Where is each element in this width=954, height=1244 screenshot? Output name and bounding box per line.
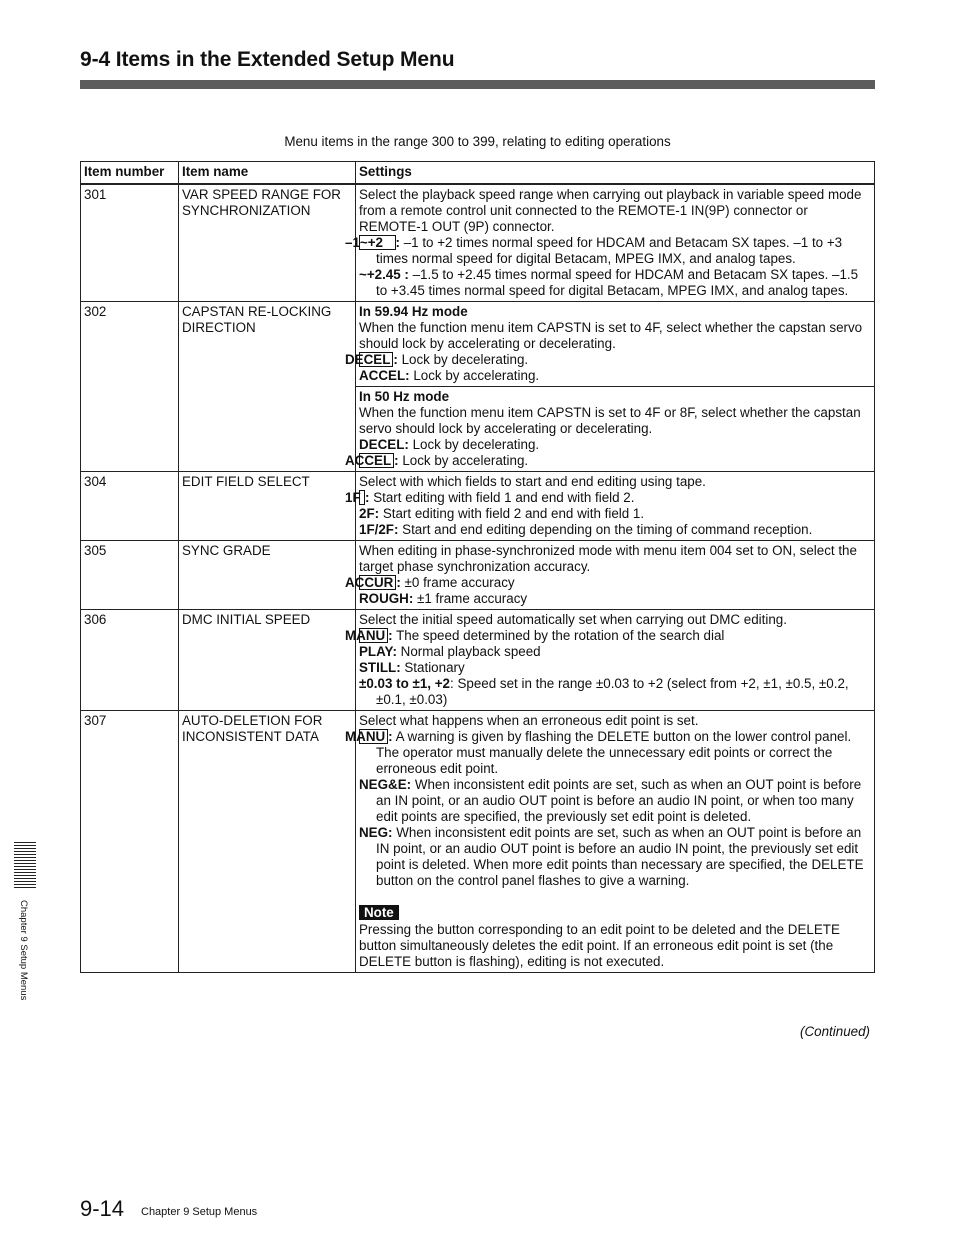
side-chapter-label: Chapter 9 Setup Menus bbox=[18, 900, 29, 1001]
option-key: ~+2.45 : bbox=[359, 267, 409, 282]
chapter-thumb-tab bbox=[14, 842, 36, 888]
settings-intro: When editing in phase-synchronized mode with menu item 004 set to ON, select the target phase synchronization accuracy. bbox=[359, 543, 857, 574]
option-text: Start editing with field 2 and end with field 1. bbox=[379, 506, 645, 521]
option-text: Stationary bbox=[400, 660, 465, 675]
item-name: VAR SPEED RANGE FOR SYNCHRONIZATION bbox=[179, 184, 356, 302]
default-option-key: MANU bbox=[359, 628, 388, 643]
option-text: A warning is given by flashing the DELETE button on the lower control panel. bbox=[392, 729, 852, 744]
option-key: NEG: bbox=[359, 825, 393, 840]
item-name: AUTO-DELETION FOR INCONSISTENT DATA bbox=[179, 711, 356, 973]
item-number: 306 bbox=[81, 610, 179, 711]
table-row bbox=[81, 610, 875, 711]
mode-heading: In 50 Hz mode bbox=[359, 389, 450, 404]
option-text: Lock by accelerating. bbox=[398, 453, 529, 468]
item-number: 305 bbox=[81, 541, 179, 610]
setting-option bbox=[359, 591, 871, 607]
table-header-row bbox=[81, 162, 875, 185]
settings-cell bbox=[345, 387, 875, 472]
item-number: 307 bbox=[81, 711, 179, 973]
option-text: –1 to +2 times normal speed for HDCAM and Betacam SX tapes. –1 to +3 times normal speed for digital Betacam, MPEG IMX, and analog tapes. bbox=[376, 235, 843, 266]
default-option-key: MANU bbox=[359, 729, 388, 744]
setting-option bbox=[359, 660, 871, 676]
option-text: Lock by accelerating. bbox=[409, 368, 540, 383]
setting-option: ACCUR : ±0 frame accuracy bbox=[345, 575, 515, 590]
option-text: When inconsistent edit points are set, such as when an OUT point is before an IN point, or an audio OUT point is before an audio IN point, or when too many edit points are specified, the previously set edit point is deleted. bbox=[376, 777, 862, 824]
option-text: Lock by decelerating. bbox=[408, 437, 540, 452]
option-key: PLAY: bbox=[359, 644, 397, 659]
table-row bbox=[81, 472, 875, 541]
setting-option: 1F : Start editing with field 1 and end with field 2. bbox=[345, 490, 635, 505]
default-option-key: ACCEL bbox=[359, 453, 394, 468]
option-key: ±0.03 to ±1, +2 bbox=[359, 676, 450, 691]
setting-option bbox=[359, 644, 871, 660]
item-number: 302 bbox=[81, 302, 179, 472]
default-option-key: 1F bbox=[359, 490, 365, 505]
table-caption: Menu items in the range 300 to 399, relating to editing operations bbox=[284, 134, 671, 149]
footer-chapter: Chapter 9 Setup Menus bbox=[141, 1206, 258, 1218]
title-rule bbox=[80, 80, 875, 89]
table-row bbox=[81, 302, 875, 387]
option-text: Start and end editing depending on the timing of command reception. bbox=[398, 522, 813, 537]
settings-cell bbox=[345, 541, 875, 610]
settings-intro: When the function menu item CAPSTN is set to 4F or 8F, select whether the capstan servo should lock by accelerating or decelerating. bbox=[359, 405, 861, 436]
settings-intro: Select what happens when an erroneous edit point is set. bbox=[359, 713, 699, 728]
settings-intro: Select the playback speed range when carrying out playback in variable speed mode from a remote control unit connected to the REMOTE-1 IN(9P) connector or REMOTE-1 OUT (9P) connector. bbox=[359, 187, 862, 234]
option-text: The speed determined by the rotation of the search dial bbox=[392, 628, 725, 643]
option-text: : Speed set in the range ±0.03 to +2 (select from +2, ±1, ±0.5, ±0.2, ±0.1, ±0.03) bbox=[376, 676, 849, 707]
table-row bbox=[81, 184, 875, 302]
setting-option: ACCEL : Lock by accelerating. bbox=[345, 453, 529, 468]
option-text: Normal playback speed bbox=[396, 644, 541, 659]
option-key: 2F: bbox=[359, 506, 380, 521]
settings-cell bbox=[345, 302, 875, 387]
settings-intro: When the function menu item CAPSTN is set to 4F, select whether the capstan servo should lock by accelerating or decelerating. bbox=[359, 320, 863, 351]
default-option-key: DECEL bbox=[359, 352, 393, 367]
setting-option: MANU : The speed determined by the rotation of the search dial bbox=[345, 628, 725, 643]
setting-option bbox=[359, 522, 871, 538]
settings-intro: Select with which fields to start and end editing using tape. bbox=[359, 474, 706, 489]
item-name: DMC INITIAL SPEED bbox=[179, 610, 356, 711]
option-key: STILL: bbox=[359, 660, 401, 675]
settings-cell bbox=[345, 711, 875, 973]
option-key: NEG&E: bbox=[359, 777, 412, 792]
option-extra-text: The operator must manually delete the unnecessary edit points or correct the erroneous edit point. bbox=[376, 745, 833, 776]
option-key: DECEL: bbox=[359, 437, 409, 452]
table-row bbox=[81, 711, 875, 973]
setting-option bbox=[359, 777, 871, 825]
option-text: Start editing with field 1 and end with field 2. bbox=[369, 490, 635, 505]
item-name: EDIT FIELD SELECT bbox=[179, 472, 356, 541]
settings-intro: Select the initial speed automatically set when carrying out DMC editing. bbox=[359, 612, 787, 627]
setting-option: MANU : A warning is given by flashing the DELETE button on the lower control panel. The operator must manually delete the unnecessary edit points or correct the erroneous edit point. bbox=[345, 729, 852, 776]
header-item-name: Item name bbox=[179, 162, 356, 185]
default-option-key: –1~+2 bbox=[359, 235, 396, 250]
setting-option bbox=[359, 825, 871, 889]
item-number: 304 bbox=[81, 472, 179, 541]
item-number: 301 bbox=[81, 184, 179, 302]
settings-cell bbox=[345, 472, 875, 541]
option-text: –1.5 to +2.45 times normal speed for HDCAM and Betacam SX tapes. –1.5 to +3.45 times normal speed for digital Betacam, MPEG IMX, and analog tapes. bbox=[376, 267, 859, 298]
header-settings: Settings bbox=[356, 162, 875, 185]
option-key: ROUGH: bbox=[359, 591, 414, 606]
option-text: ±0 frame accuracy bbox=[400, 575, 515, 590]
option-text: When inconsistent edit points are set, such as when an OUT point is before an IN point, or an audio OUT point is before an audio IN point, the previously set edit point is deleted. When more edit points than necessary are specified, the DELETE button on the control panel flashes to give a warning. bbox=[376, 825, 864, 888]
continued-label: (Continued) bbox=[800, 1024, 870, 1039]
setting-option bbox=[359, 676, 871, 708]
note-text: Pressing the button corresponding to an edit point to be deleted and the DELETE button simultaneously deletes the edit point. If an erroneous edit point is set (the DELETE button is flashing), editing is not executed. bbox=[359, 922, 840, 969]
item-name: SYNC GRADE bbox=[179, 541, 356, 610]
settings-cell bbox=[345, 610, 875, 711]
option-text: Lock by decelerating. bbox=[397, 352, 529, 367]
setting-option bbox=[359, 506, 871, 522]
page-title: 9-4 Items in the Extended Setup Menu bbox=[80, 48, 455, 71]
setting-option: DECEL : Lock by decelerating. bbox=[345, 352, 529, 367]
mode-heading: In 59.94 Hz mode bbox=[359, 304, 468, 319]
setting-option bbox=[359, 437, 871, 453]
settings-cell bbox=[345, 184, 875, 302]
table-row bbox=[81, 541, 875, 610]
option-key: 1F/2F: bbox=[359, 522, 399, 537]
header-item-number: Item number bbox=[81, 162, 179, 185]
setup-table bbox=[80, 161, 875, 973]
option-key: ACCEL: bbox=[359, 368, 410, 383]
page-number: 9-14 bbox=[80, 1196, 125, 1221]
setting-option bbox=[359, 368, 871, 384]
default-option-key: ACCUR bbox=[359, 575, 396, 590]
setting-option: –1~+2 : –1 to +2 times normal speed for HDCAM and Betacam SX tapes. –1 to +3 times normal speed for digital Betacam, MPEG IMX, and analog tapes. bbox=[345, 235, 843, 266]
item-name: CAPSTAN RE-LOCKING DIRECTION bbox=[179, 302, 356, 472]
note-label: Note bbox=[359, 905, 399, 920]
option-text: ±1 frame accuracy bbox=[413, 591, 528, 606]
setting-option bbox=[359, 267, 871, 299]
